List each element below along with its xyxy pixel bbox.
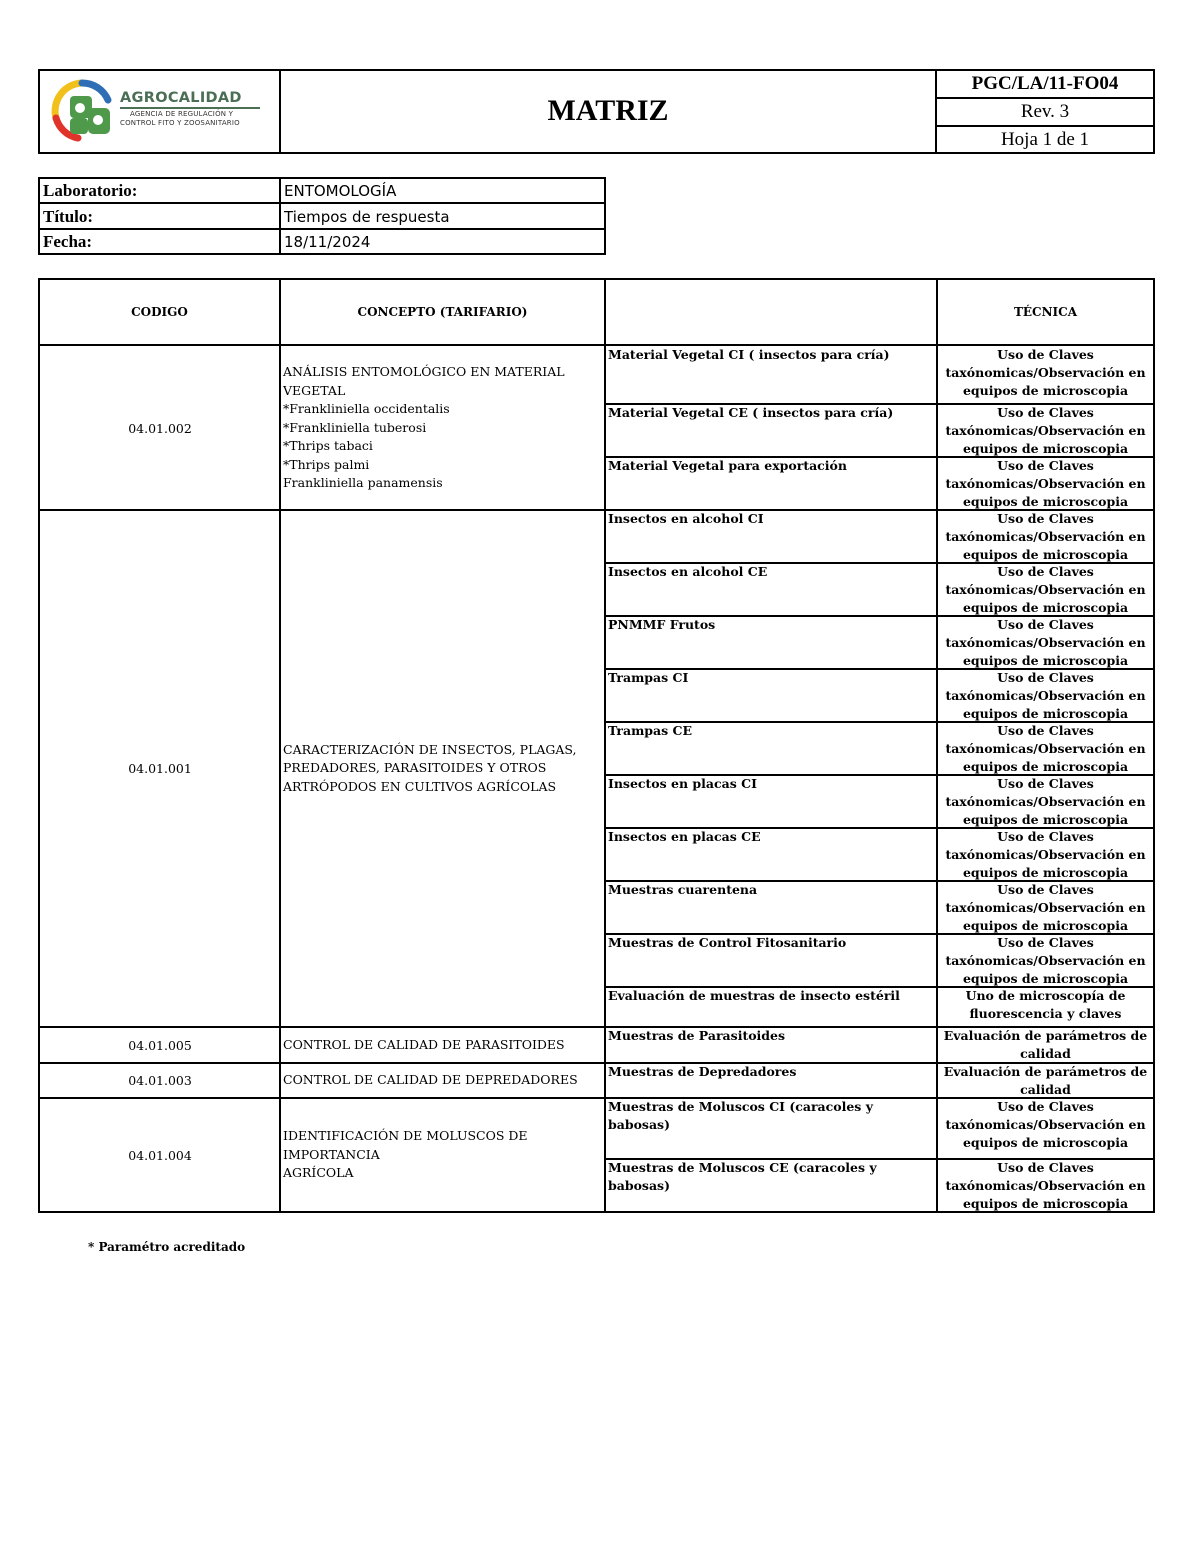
concept-line: VEGETAL [283,382,346,398]
date-label: Fecha: [43,232,93,251]
technique-cell: Uso de Claves taxónomicas/Observación en equipos de microscopia [945,511,1146,562]
concept-line: CARACTERIZACIÓN DE INSECTOS, PLAGAS, [283,741,577,757]
group-concept [283,1063,601,1098]
technique-cell: Uso de Claves taxónomicas/Observación en equipos de microscopia [945,935,1146,986]
sample-cell: Evaluación de muestras de insecto estéril [608,988,900,1003]
sample-cell: Muestras de Depredadores [608,1064,797,1079]
technique-cell: Uso de Claves taxónomicas/Observación en equipos de microscopia [945,564,1146,615]
concept-lines [283,1071,578,1090]
group-code: 04.01.004 [128,1147,192,1163]
concept-line: *Frankliniella tuberosi [283,419,427,435]
sample-cell: Muestras cuarentena [608,882,758,897]
concept-line: *Thrips palmi [283,456,370,472]
technique-cell: Uso de Claves taxónomicas/Observación en equipos de microscopia [945,1099,1146,1150]
document-page: Hoja 1 de 1 [1000,129,1090,150]
technique-cell: Uso de Claves taxónomicas/Observación en equipos de microscopia [945,670,1146,721]
sample-cell: Material Vegetal CE ( insectos para cría) [608,405,894,420]
column-header-concept: CONCEPTO (TARIFARIO) [357,305,528,319]
info-divider-v [279,177,281,255]
technique-cell: Uso de Claves taxónomicas/Observación en equipos de microscopia [945,882,1146,933]
sample-cell: Muestras de Moluscos CE (caracoles y babosas) [608,1160,877,1193]
title-value: Tiempos de respuesta [284,208,450,226]
sample-cell: Insectos en alcohol CI [608,511,764,526]
concept-line: PREDADORES, PARASITOIDES Y OTROS [283,760,547,776]
document-revision: Rev. 3 [1020,101,1070,122]
column-header-sample [606,280,936,344]
concept-line: IDENTIFICACIÓN DE MOLUSCOS DE IMPORTANCIA [283,1128,528,1162]
technique-cell: Uso de Claves taxónomicas/Observación en equipos de microscopia [945,617,1146,668]
sample-cell: Trampas CI [608,670,689,685]
group-code: 04.01.002 [128,420,192,436]
group-code: 04.01.001 [128,761,192,776]
sample-cell: Material Vegetal CI ( insectos para cría) [608,347,890,362]
info-divider-h2 [38,228,606,230]
concept-lines [283,1127,601,1183]
column-header-technique: TÉCNICA [1013,305,1078,319]
concept-lines [283,1036,565,1055]
technique-cell: Uso de Claves taxónomicas/Observación en equipos de microscopia [945,347,1146,398]
concept-line: *Thrips tabaci [283,438,373,454]
technique-cell: Uso de Claves taxónomicas/Observación en equipos de microscopia [945,405,1146,456]
sample-cell: PNMMF Frutos [608,617,716,632]
col-divider-2 [604,278,606,1213]
lab-value: ENTOMOLOGÍA [284,182,397,200]
lab-label: Laboratorio: [43,181,138,200]
concept-line: ARTRÓPODOS EN CULTIVOS AGRÍCOLAS [283,778,557,794]
group-concept [283,1098,601,1212]
title-label: Título: [43,207,94,226]
date-value: 18/11/2024 [284,233,371,251]
footnote: * Paramétro acreditado [88,1240,246,1254]
logo-emblem-icon [48,78,116,144]
logo-subtitle-2: CONTROL FITO Y ZOOSANITARIO [120,119,240,127]
group-code: 04.01.005 [128,1037,192,1053]
technique-cell: Uso de Claves taxónomicas/Observación en equipos de microscopia [945,1160,1146,1211]
info-divider-h1 [38,202,606,204]
group-concept [283,510,601,1027]
column-header-code: CODIGO [131,305,188,319]
sample-cell: Insectos en alcohol CE [608,564,768,579]
concept-line: *Frankliniella occidentalis [283,401,450,417]
concept-line: CONTROL DE CALIDAD DE PARASITOIDES [283,1036,565,1052]
concept-line: AGRÍCOLA [283,1165,354,1181]
technique-cell: Uno de microscopía de fluorescencia y claves [965,988,1126,1021]
sample-cell: Insectos en placas CI [608,776,757,791]
sample-cell: Material Vegetal para exportación [608,458,847,473]
sample-cell: Muestras de Parasitoides [608,1028,786,1043]
technique-cell: Uso de Claves taxónomicas/Observación en equipos de microscopia [945,723,1146,774]
sample-cell: Muestras de Control Fitosanitario [608,935,847,950]
document-code: PGC/LA/11-FO04 [971,73,1119,94]
sample-cell: Muestras de Moluscos CI (caracoles y babosas) [608,1099,873,1132]
technique-cell: Evaluación de parámetros de calidad [943,1028,1148,1061]
document-title: MATRIZ [547,94,669,127]
concept-lines [283,363,565,493]
group-code: 04.01.003 [128,1073,192,1088]
technique-cell: Uso de Claves taxónomicas/Observación en equipos de microscopia [945,458,1146,509]
concept-lines [283,741,577,797]
technique-cell: Uso de Claves taxónomicas/Observación en equipos de microscopia [945,829,1146,880]
group-concept [283,346,601,510]
technique-cell: Evaluación de parámetros de calidad [943,1064,1148,1097]
concept-line: Frankliniella panamensis [283,475,443,491]
sample-cell: Insectos en placas CE [608,829,761,844]
technique-cell: Uso de Claves taxónomicas/Observación en equipos de microscopia [945,776,1146,827]
agrocalidad-logo [48,78,273,144]
logo-subtitle-1: AGENCIA DE REGULACIÓN Y [130,110,234,118]
sample-cell: Trampas CE [608,723,693,738]
logo-name: AGROCALIDAD [120,90,242,106]
concept-line: ANÁLISIS ENTOMOLÓGICO EN MATERIAL [283,364,565,380]
concept-line: CONTROL DE CALIDAD DE DEPREDADORES [283,1072,578,1088]
group-concept [283,1027,601,1063]
